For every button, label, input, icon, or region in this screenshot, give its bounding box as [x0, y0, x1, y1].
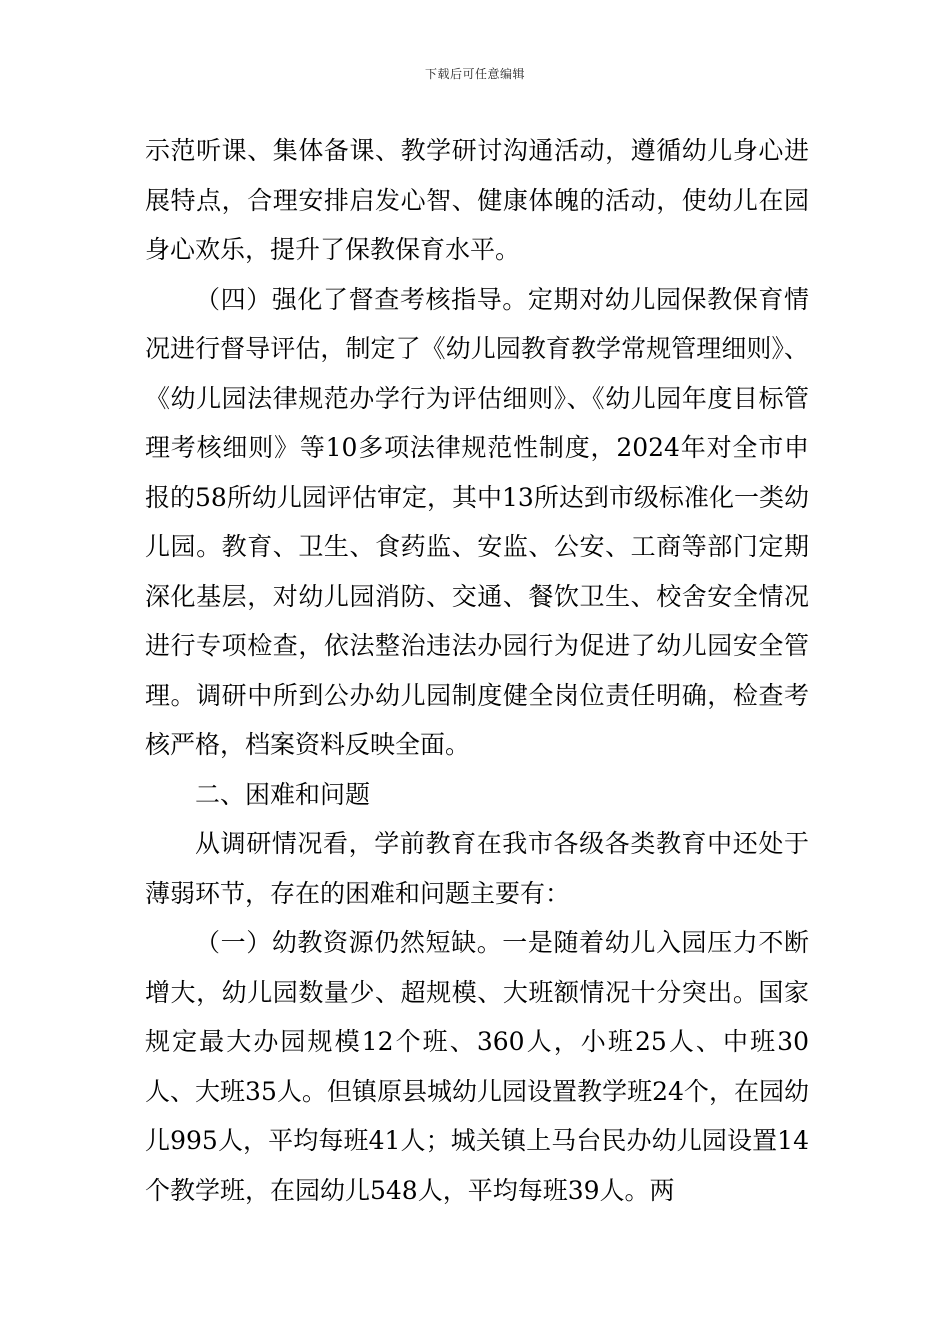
paragraph-overview: 从调研情况看，学前教育在我市各级各类教育中还处于薄弱环节，存在的困难和问题主要有： [145, 829, 809, 908]
page-header: 下载后可任意编辑 [424, 67, 525, 81]
paragraph-section-four: （四）强化了督查考核指导。定期对幼儿园保教保育情况进行督导评估，制定了《幼儿园教育教学常规管理细则》、《幼儿园法律规范办学行为评估细则》、《幼儿园年度目标管理考核细则》等10多项法律规范性制度，2024年对全市申报的58所幼儿园评估审定，其中13所达到市级标准化一类幼儿园。教育、卫生、食药监、安监、公安、工商等部门定期深化基层，对幼儿园消防、交通、餐饮卫生、校舍安全情况进行专项检查，依法整治违法办园行为促进了幼儿园安全管理。调研中所到公办幼儿园制度健全岗位责任明确，检查考核严格，档案资料反映全面。 [145, 284, 809, 759]
paragraph-subsection-one: （一）幼教资源仍然短缺。一是随着幼儿入园压力不断增大，幼儿园数量少、超规模、大班额情况十分突出。国家规定最大办园规模12个班、360人，小班25人、中班30人、大班35人。但镇原县城幼儿园设置教学班24个，在园幼儿995人，平均每班41人；城关镇上马台民办幼儿园设置14个教学班，在园幼儿548人，平均每班39人。两 [145, 928, 809, 1205]
document-body [145, 126, 809, 1215]
section-heading-difficulties: 二、困难和问题 [195, 779, 371, 809]
paragraph-continuation: 示范听课、集体备课、教学研讨沟通活动，遵循幼儿身心进展特点，合理安排启发心智、健康体魄的活动，使幼儿在园身心欢乐，提升了保教保育水平。 [145, 136, 809, 264]
